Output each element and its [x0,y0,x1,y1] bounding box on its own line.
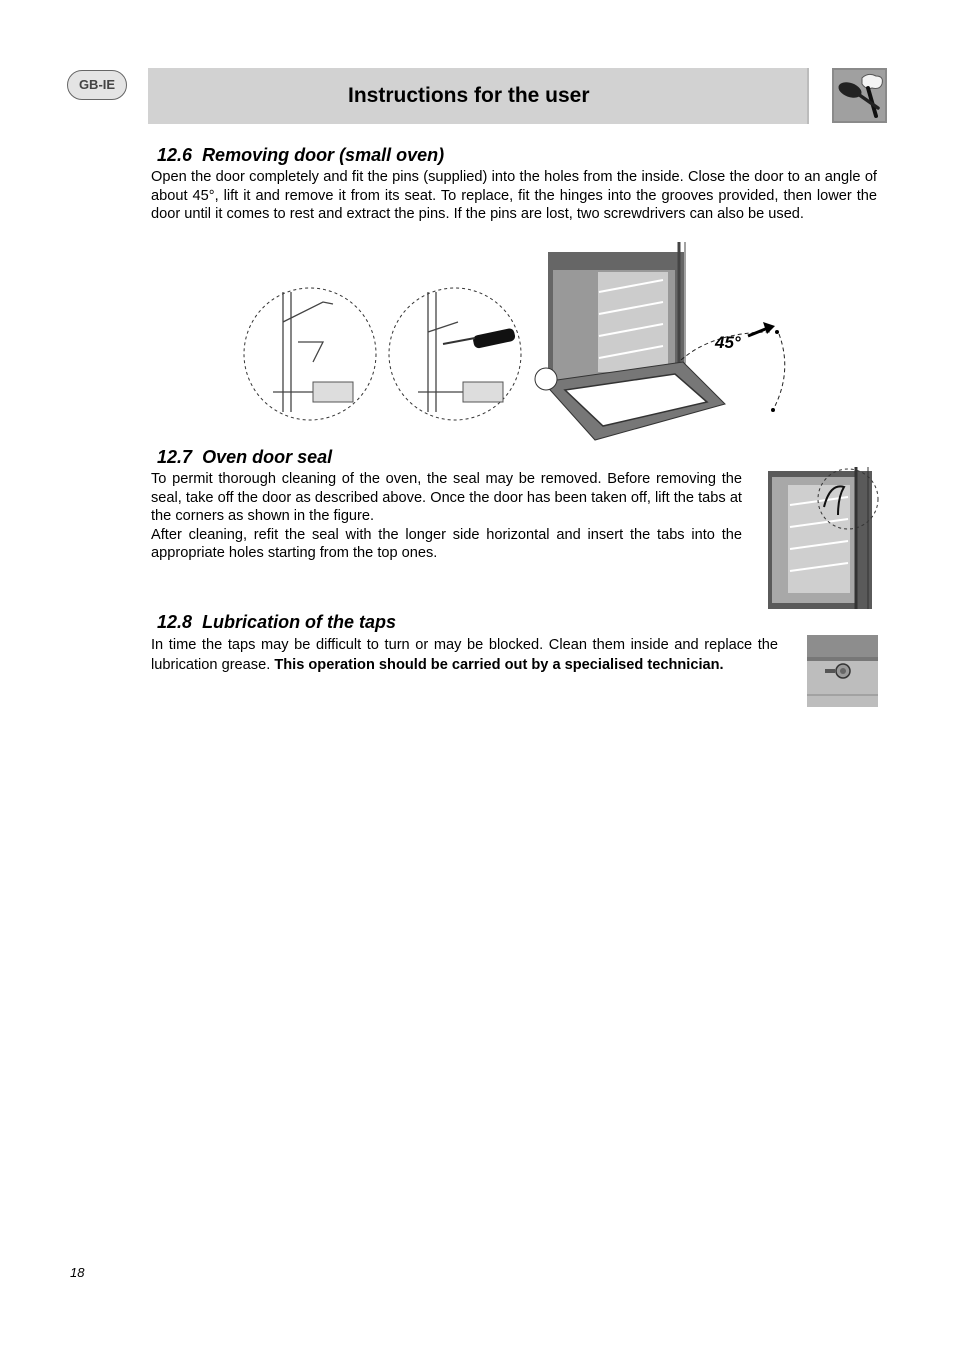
section-title-12-8: 12.8 Lubrication of the taps [157,612,397,632]
section-12-7-text [151,470,742,563]
taps-figure [807,635,878,707]
section-12-6-text [151,168,877,224]
section-12-8-text [151,636,778,675]
paragraph: After cleaning, refit the seal with the longer side horizontal and insert the tabs into the appropriate holes starting from the top ones. [151,526,742,561]
door-seal-figure [768,467,880,611]
paragraph: In time the taps may be difficult to turn or may be blocked. Clean them inside and replace the lubrication grease. [151,637,778,673]
angle-label: 45° [715,333,741,352]
language-badge: GB-IE [67,70,127,100]
page-number: 18 [70,1265,85,1280]
section-title-12-7: 12.7 Oven door seal [157,447,333,467]
warning-text: This operation should be carried out by a specialised technician. [274,656,724,673]
door-removal-figure [243,242,788,444]
header-bar [148,68,809,124]
paragraph: To permit thorough cleaning of the oven, the seal may be removed. Before removing the seal, take off the door as described above. Once the door has been taken off, lift the tabs at the corners as shown in the figure. [151,471,742,524]
chef-spoon-icon [832,68,887,123]
page-title: Instructions for the user [348,84,590,107]
section-title-12-6: 12.6 Removing door (small oven) [157,145,445,165]
paragraph: Open the door completely and fit the pins (supplied) into the holes from the inside. Close the door to an angle of about 45°, lift it and remove it from its seat. To replace, fit the hinges into the grooves provided, then lower the door until it comes to rest and extract the pins. If the pins are lost, two screwdrivers can also be used. [151,169,877,222]
